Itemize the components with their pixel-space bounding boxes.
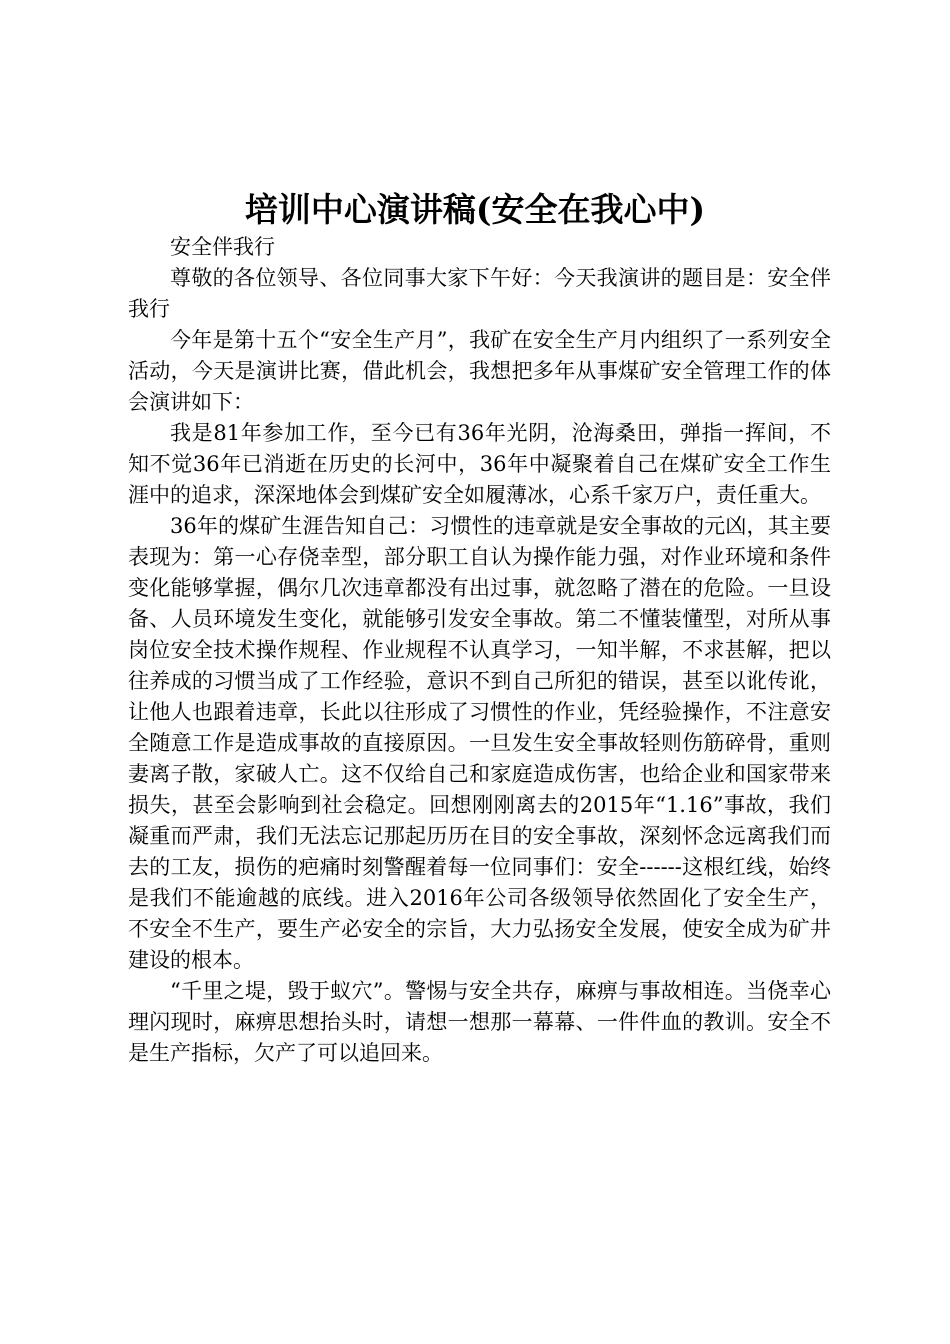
paragraph-subtitle: 安全伴我行 (170, 235, 275, 259)
document-title: 培训中心演讲稿(安全在我心中) (244, 190, 706, 229)
document-body (128, 232, 831, 1069)
paragraph-intro: 今年是第十五个“安全生产月”，我矿在安全生产月内组织了一系列安全活动，今天是演讲比赛，借此机会，我想把多年从事煤矿安全管理工作的体会演讲如下： (128, 328, 831, 414)
paragraph-career: 我是81年参加工作，至今已有36年光阴，沧海桑田，弹指一挥间，不知不觉36年已消逝在历史的长河中，36年中凝聚着自己在煤矿安全工作生涯中的追求，深深地体会到煤矿安全如履薄冰，心系千家万户，责任重大。 (128, 421, 831, 507)
paragraph-warning: “千里之堤，毁于蚁穴”。警惕与安全共存，麻痹与事故相连。当侥幸心理闪现时，麻痹思想抬头时，请想一想那一幕幕、一件件血的教训。安全不是生产指标，欠产了可以追回来。 (128, 979, 831, 1065)
paragraph-greeting: 尊敬的各位领导、各位同事大家下午好：今天我演讲的题目是：安全伴我行 (128, 266, 831, 321)
paragraph-violations: 36年的煤矿生涯告知自己：习惯性的违章就是安全事故的元凶，其主要表现为：第一心存侥幸型，部分职工自认为操作能力强，对作业环境和条件变化能够掌握，偶尔几次违章都没有出过事，就忽略了潜在的危险。一旦设备、人员环境发生变化，就能够引发安全事故。第二不懂装懂型，对所从事岗位安全技术操作规程、作业规程不认真学习，一知半解，不求甚解，把以往养成的习惯当成了工作经验，意识不到自己所犯的错误，甚至以讹传讹，让他人也跟着违章，长此以往形成了习惯性的作业，凭经验操作，不注意安全随意工作是造成事故的直接原因。一旦发生安全事故轻则伤筋碎骨，重则妻离子散，家破人亡。这不仅给自己和家庭造成伤害，也给企业和国家带来损失，甚至会影响到社会稳定。回想刚刚离去的2015年“1.16”事故，我们凝重而严肃，我们无法忘记那起历历在目的安全事故，深刻怀念远离我们而去的工友，损伤的疤痛时刻警醒着每一位同事们：安全------这根红线，始终是我们不能逾越的底线。进入2016年公司各级领导依然固化了安全生产，不安全不生产，要生产必安全的宗旨，大力弘扬安全发展，使安全成为矿井建设的根本。 (128, 514, 831, 972)
